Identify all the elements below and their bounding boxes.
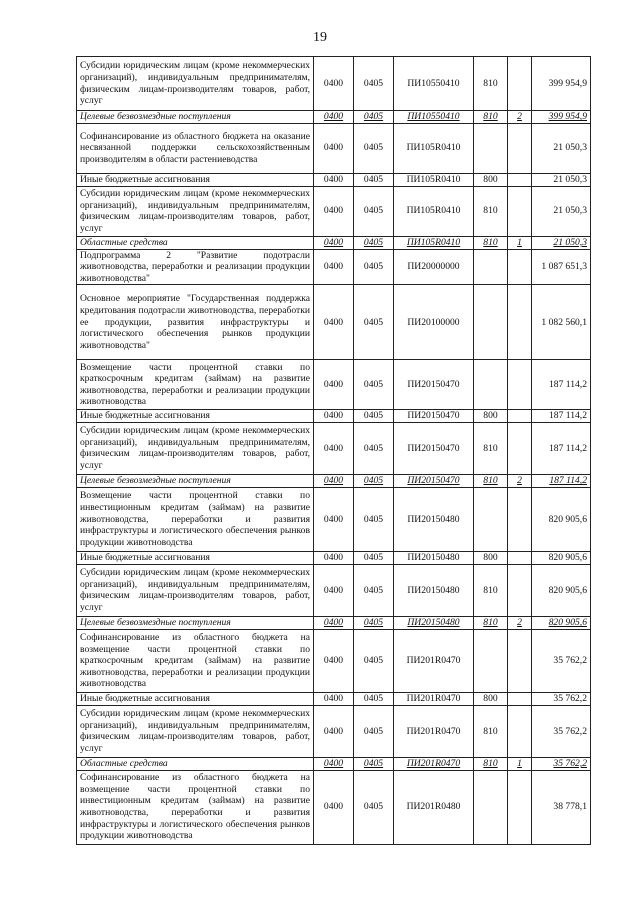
chapter-code: 0400	[314, 236, 354, 249]
chapter-code: 0400	[314, 692, 354, 705]
row-name: Субсидии юридическим лицам (кроме некоммерческих организаций), индивидуальным предпринимателям, физическим лицам-производителям товаров, работ, услуг	[77, 422, 314, 474]
subtype-code	[508, 410, 532, 423]
target-article-code: ПИ10550410	[394, 111, 474, 124]
amount: 21 050,3	[532, 123, 591, 173]
chapter-code: 0400	[314, 422, 354, 474]
row-name: Целевые безвозмездные поступления	[77, 474, 314, 487]
amount: 187 114,2	[532, 410, 591, 423]
section-code: 0405	[354, 757, 394, 770]
row-name: Субсидии юридическим лицам (кроме некоммерческих организаций), индивидуальным предпринимателям, физическим лицам-производителям товаров, работ, услуг	[77, 705, 314, 757]
target-article-code: ПИ20150480	[394, 616, 474, 629]
table-row	[77, 422, 591, 474]
expense-type-code: 810	[474, 422, 508, 474]
expense-type-code	[474, 770, 508, 844]
amount: 399 954,9	[532, 57, 591, 111]
subtype-code	[508, 57, 532, 111]
row-name: Областные средства	[77, 236, 314, 249]
amount: 21 050,3	[532, 186, 591, 236]
expense-type-code: 810	[474, 705, 508, 757]
row-name: Иные бюджетные ассигнования	[77, 410, 314, 423]
subtype-code	[508, 173, 532, 186]
table-row	[77, 57, 591, 111]
expense-type-code: 810	[474, 57, 508, 111]
section-code: 0405	[354, 487, 394, 551]
section-code: 0405	[354, 57, 394, 111]
table-row	[77, 186, 591, 236]
target-article-code: ПИ20000000	[394, 249, 474, 285]
chapter-code: 0400	[314, 487, 354, 551]
amount: 399 954,9	[532, 111, 591, 124]
section-code: 0405	[354, 249, 394, 285]
expense-type-code: 800	[474, 410, 508, 423]
amount: 820 905,6	[532, 487, 591, 551]
expense-type-code	[474, 487, 508, 551]
section-code: 0405	[354, 173, 394, 186]
target-article-code: ПИ201R0470	[394, 757, 474, 770]
chapter-code: 0400	[314, 111, 354, 124]
chapter-code: 0400	[314, 616, 354, 629]
subtype-code	[508, 564, 532, 616]
row-name: Иные бюджетные ассигнования	[77, 551, 314, 564]
table-row	[77, 360, 591, 410]
target-article-code: ПИ10550410	[394, 57, 474, 111]
section-code: 0405	[354, 629, 394, 692]
table-row	[77, 410, 591, 423]
subtype-code: 1	[508, 236, 532, 249]
amount: 35 762,2	[532, 692, 591, 705]
expense-type-code: 800	[474, 551, 508, 564]
chapter-code: 0400	[314, 410, 354, 423]
table-row	[77, 564, 591, 616]
amount: 820 905,6	[532, 564, 591, 616]
chapter-code: 0400	[314, 551, 354, 564]
amount: 820 905,6	[532, 551, 591, 564]
section-code: 0405	[354, 360, 394, 410]
table-row	[77, 249, 591, 285]
target-article-code: ПИ20100000	[394, 285, 474, 360]
table-row	[77, 629, 591, 692]
table-row	[77, 173, 591, 186]
subtype-code: 1	[508, 757, 532, 770]
section-code: 0405	[354, 123, 394, 173]
target-article-code: ПИ201R0470	[394, 692, 474, 705]
subtype-code	[508, 123, 532, 173]
table-row	[77, 705, 591, 757]
amount: 1 082 560,1	[532, 285, 591, 360]
chapter-code: 0400	[314, 705, 354, 757]
expense-type-code: 810	[474, 186, 508, 236]
expense-type-code	[474, 123, 508, 173]
amount: 187 114,2	[532, 474, 591, 487]
amount: 35 762,2	[532, 705, 591, 757]
target-article-code: ПИ105R0410	[394, 236, 474, 249]
section-code: 0405	[354, 616, 394, 629]
target-article-code: ПИ20150470	[394, 474, 474, 487]
amount: 187 114,2	[532, 422, 591, 474]
row-name: Иные бюджетные ассигнования	[77, 692, 314, 705]
row-name: Софинансирование из областного бюджета на возмещение части процентной ставки по краткосрочным кредитам (займам) на развитие животноводства, переработки и реализации продукции животноводства	[77, 629, 314, 692]
table-row	[77, 285, 591, 360]
target-article-code: ПИ20150480	[394, 564, 474, 616]
target-article-code: ПИ20150470	[394, 410, 474, 423]
row-name: Основное мероприятие "Государственная поддержка кредитования подотрасли животноводства, переработки ее продукции, развития инфраструктуры и логистического обеспечения рынков продукции животноводства"	[77, 285, 314, 360]
table-row	[77, 616, 591, 629]
expense-type-code: 810	[474, 757, 508, 770]
target-article-code: ПИ201R0470	[394, 705, 474, 757]
chapter-code: 0400	[314, 474, 354, 487]
target-article-code: ПИ105R0410	[394, 173, 474, 186]
subtype-code: 2	[508, 616, 532, 629]
subtype-code	[508, 487, 532, 551]
target-article-code: ПИ201R0480	[394, 770, 474, 844]
expense-type-code: 810	[474, 616, 508, 629]
row-name: Подпрограмма 2 "Развитие подотрасли животноводства, переработки и реализации продукции животноводства"	[77, 249, 314, 285]
expense-type-code: 800	[474, 173, 508, 186]
table-row	[77, 111, 591, 124]
expense-type-code: 810	[474, 111, 508, 124]
row-name: Возмещение части процентной ставки по краткосрочным кредитам (займам) на развитие животноводства, переработки и реализации продукции животноводства	[77, 360, 314, 410]
chapter-code: 0400	[314, 757, 354, 770]
row-name: Субсидии юридическим лицам (кроме некоммерческих организаций), индивидуальным предпринимателям, физическим лицам-производителям товаров, работ, услуг	[77, 186, 314, 236]
section-code: 0405	[354, 410, 394, 423]
target-article-code: ПИ20150470	[394, 360, 474, 410]
target-article-code: ПИ20150480	[394, 551, 474, 564]
target-article-code: ПИ201R0470	[394, 629, 474, 692]
table-row	[77, 123, 591, 173]
subtype-code: 2	[508, 474, 532, 487]
chapter-code: 0400	[314, 173, 354, 186]
row-name: Целевые безвозмездные поступления	[77, 111, 314, 124]
table-row	[77, 236, 591, 249]
section-code: 0405	[354, 285, 394, 360]
budget-table	[76, 56, 591, 845]
subtype-code	[508, 249, 532, 285]
table-row	[77, 692, 591, 705]
section-code: 0405	[354, 422, 394, 474]
section-code: 0405	[354, 111, 394, 124]
expense-type-code	[474, 285, 508, 360]
target-article-code: ПИ20150470	[394, 422, 474, 474]
amount: 187 114,2	[532, 360, 591, 410]
chapter-code: 0400	[314, 249, 354, 285]
subtype-code	[508, 770, 532, 844]
row-name: Возмещение части процентной ставки по инвестиционным кредитам (займам) на развитие животноводства, переработки и развития инфраструктуры и логистического обеспечения рынков продукции животноводства	[77, 487, 314, 551]
row-name: Субсидии юридическим лицам (кроме некоммерческих организаций), индивидуальным предпринимателям, физическим лицам-производителям товаров, работ, услуг	[77, 57, 314, 111]
expense-type-code: 810	[474, 236, 508, 249]
subtype-code: 2	[508, 111, 532, 124]
row-name: Иные бюджетные ассигнования	[77, 173, 314, 186]
subtype-code	[508, 705, 532, 757]
row-name: Субсидии юридическим лицам (кроме некоммерческих организаций), индивидуальным предпринимателям, физическим лицам-производителям товаров, работ, услуг	[77, 564, 314, 616]
section-code: 0405	[354, 564, 394, 616]
amount: 38 778,1	[532, 770, 591, 844]
section-code: 0405	[354, 692, 394, 705]
subtype-code	[508, 629, 532, 692]
subtype-code	[508, 692, 532, 705]
chapter-code: 0400	[314, 360, 354, 410]
chapter-code: 0400	[314, 564, 354, 616]
expense-type-code: 800	[474, 692, 508, 705]
section-code: 0405	[354, 186, 394, 236]
amount: 21 050,3	[532, 236, 591, 249]
expense-type-code	[474, 629, 508, 692]
row-name: Софинансирование из областного бюджета на оказание несвязанной поддержки сельскохозяйственным производителям в области растениеводства	[77, 123, 314, 173]
page-number: 19	[313, 30, 327, 45]
amount: 21 050,3	[532, 173, 591, 186]
subtype-code	[508, 285, 532, 360]
amount: 1 087 651,3	[532, 249, 591, 285]
expense-type-code	[474, 360, 508, 410]
section-code: 0405	[354, 770, 394, 844]
subtype-code	[508, 360, 532, 410]
expense-type-code: 810	[474, 564, 508, 616]
chapter-code: 0400	[314, 186, 354, 236]
target-article-code: ПИ105R0410	[394, 186, 474, 236]
table-row	[77, 487, 591, 551]
section-code: 0405	[354, 705, 394, 757]
section-code: 0405	[354, 236, 394, 249]
target-article-code: ПИ105R0410	[394, 123, 474, 173]
row-name: Областные средства	[77, 757, 314, 770]
subtype-code	[508, 186, 532, 236]
table-row	[77, 770, 591, 844]
subtype-code	[508, 422, 532, 474]
subtype-code	[508, 551, 532, 564]
chapter-code: 0400	[314, 770, 354, 844]
chapter-code: 0400	[314, 629, 354, 692]
expense-type-code: 810	[474, 474, 508, 487]
chapter-code: 0400	[314, 285, 354, 360]
table-row	[77, 474, 591, 487]
section-code: 0405	[354, 551, 394, 564]
expense-type-code	[474, 249, 508, 285]
amount: 35 762,2	[532, 757, 591, 770]
table-row	[77, 757, 591, 770]
chapter-code: 0400	[314, 123, 354, 173]
amount: 35 762,2	[532, 629, 591, 692]
amount: 820 905,6	[532, 616, 591, 629]
table-row	[77, 551, 591, 564]
chapter-code: 0400	[314, 57, 354, 111]
section-code: 0405	[354, 474, 394, 487]
target-article-code: ПИ20150480	[394, 487, 474, 551]
row-name: Целевые безвозмездные поступления	[77, 616, 314, 629]
row-name: Софинансирование из областного бюджета на возмещение части процентной ставки по инвестиционным кредитам (займам) на развитие животноводства, переработки и развития инфраструктуры и логистического обеспечения рынков продукции животноводства	[77, 770, 314, 844]
